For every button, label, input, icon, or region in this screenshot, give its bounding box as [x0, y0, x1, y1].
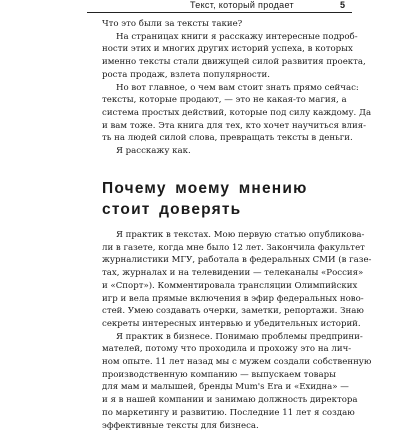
page-number: 5	[340, 0, 346, 10]
text-line: для мам и малышей, бренды Mum's Era и «Ехидна» —	[102, 382, 349, 393]
text-line: Что это были за тексты такие?	[102, 19, 243, 29]
text-line: ном опыте. 11 лет назад мы с мужем создали собственную	[102, 357, 372, 368]
text-line: производственную компанию — выпускаем товары	[102, 369, 336, 380]
text-line: Я практик в текстах. Мою первую статью опубликова-	[116, 230, 365, 240]
text-line: эффективные тексты для бизнеса.	[102, 420, 259, 431]
header-rule	[87, 12, 352, 13]
text-line: ть на людей силой слова, превращать тексты в деньги.	[102, 133, 353, 144]
text-line: журналистики МГУ, работала в федеральных СМИ (в газе-	[102, 255, 372, 266]
text-line: Я расскажу как.	[116, 146, 191, 157]
text-line: игр и вела прямые включения в эфир федеральных ново-	[102, 293, 364, 304]
text-line: Но вот главное, о чем вам стоит знать прямо сейчас:	[116, 82, 359, 93]
text-line: тексты, которые продают, — это не какая-то магия, а	[102, 95, 347, 106]
text-line: система простых действий, которые под силу каждому. Да	[102, 107, 372, 118]
text-line: На страницах книги я расскажу интересные подроб-	[116, 31, 358, 42]
chapter-title	[102, 178, 340, 220]
chapter-title-line: Почему моему мнению	[102, 180, 308, 197]
text-line: и я в нашей компании и занимаю должность директора	[102, 395, 358, 406]
text-line: ли в газете, когда мне было 12 лет. Закончила факультет	[102, 242, 365, 253]
text-line: мателей, потому что проходила и прохожу это на лич-	[102, 344, 352, 355]
text-line: по маркетингу и развитию. Последние 11 лет я создаю	[102, 407, 355, 418]
text-line: и «Спорт»). Комментировала трансляции Олимпийских	[102, 280, 358, 291]
text-line: и вам тоже. Эта книга для тех, кто хочет научиться влия-	[102, 120, 367, 131]
chapter-title-line: стоит доверять	[102, 201, 242, 218]
text-line: секреты интересных интервью и убедительных историй.	[102, 318, 361, 329]
page-header	[0, 0, 420, 14]
text-line: ности этих и многих других историй успеха, в которых	[102, 44, 353, 55]
text-line: Я практик в бизнесе. Понимаю проблемы предприни-	[116, 331, 363, 342]
text-line: роста продаж, взлета популярности.	[102, 69, 270, 80]
chapter-text	[102, 229, 372, 432]
running-title: Текст, который продает	[190, 0, 294, 10]
intro-text	[102, 18, 372, 158]
text-line: тах, журналах и на телевидении — телеканалы «Россия»	[102, 268, 364, 279]
text-line: именно тексты стали движущей силой развития проекта,	[102, 57, 366, 68]
text-line: стей. Умею создавать очерки, заметки, репортажи. Знаю	[102, 306, 364, 317]
